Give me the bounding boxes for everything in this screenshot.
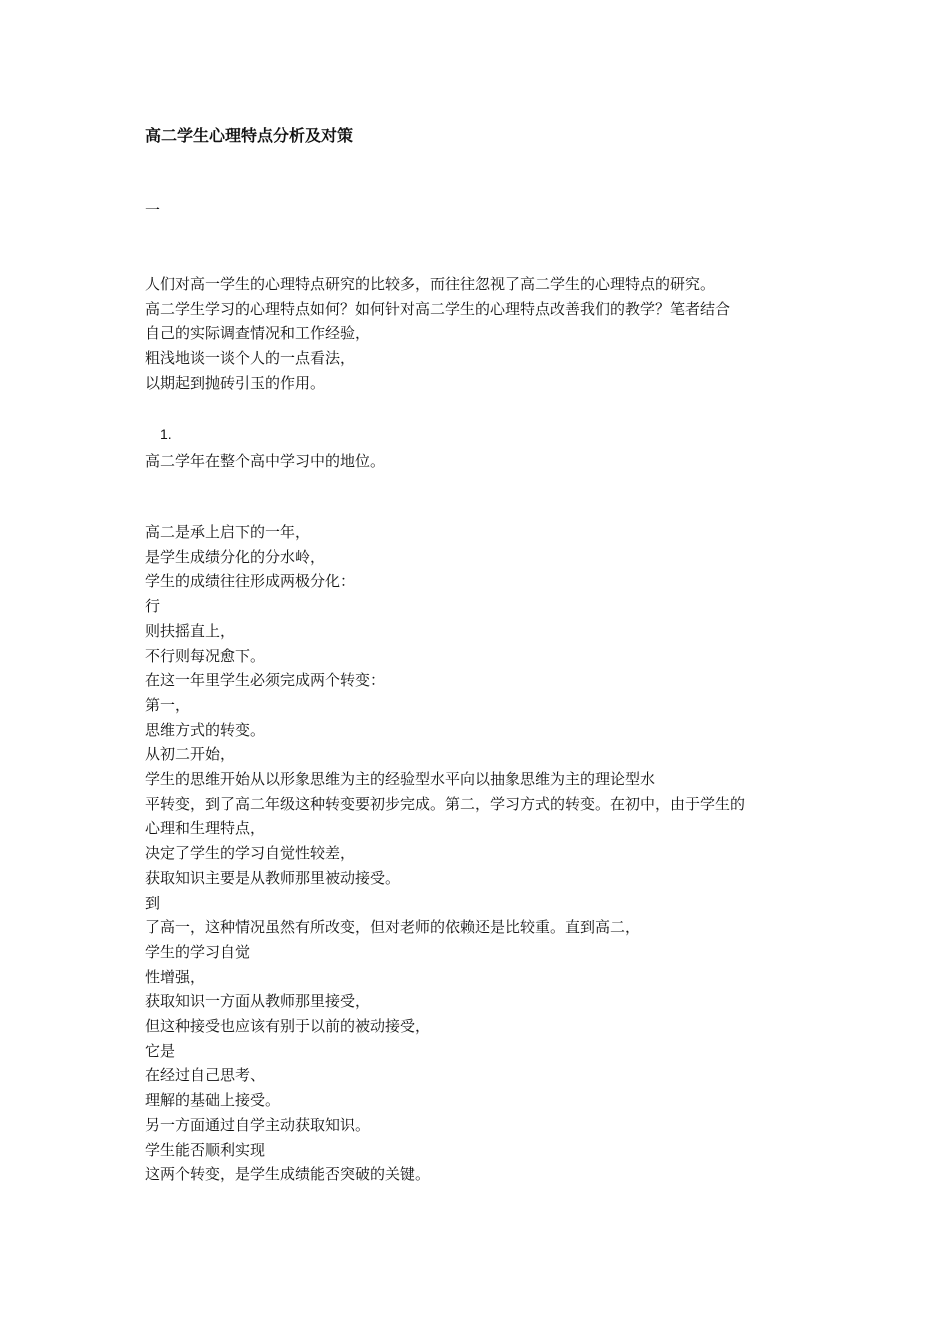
text-line: 粗浅地谈一谈个人的一点看法， [145, 349, 356, 368]
text-line: 不行则每况愈下。 [145, 646, 266, 665]
text-line: 这两个转变，是学生成绩能否突破的关键。 [145, 1165, 431, 1184]
text-line: 学生的成绩往往形成两极分化： [145, 572, 356, 591]
text-line: 在经过自己思考、 [145, 1066, 266, 1085]
text-line: 获取知识一方面从教师那里接受， [145, 992, 371, 1011]
heading-text: 高二学年在整个高中学习中的地位。 [145, 452, 386, 470]
text-line: 以期起到抛砖引玉的作用。 [145, 373, 326, 392]
text-line: 学生能否顺利实现 [145, 1140, 266, 1159]
text-line: 学生的学习自觉 [145, 942, 251, 961]
text-line: 人们对高一学生的心理特点研究的比较多，而往往忽视了高二学生的心理特点的研究。 [145, 275, 716, 293]
text-line: 自己的实际调查情况和工作经验， [145, 324, 371, 343]
intro-paragraph [145, 272, 825, 396]
text-line: 思维方式的转变。 [145, 720, 266, 739]
body-paragraph [145, 520, 825, 1187]
section-mark: 一 [145, 201, 161, 219]
text-line: 理解的基础上接受。 [145, 1091, 281, 1110]
text-line: 在这一年里学生必须完成两个转变： [145, 671, 386, 690]
text-line: 则扶摇直上， [145, 621, 236, 640]
list-number: 1. [160, 426, 172, 442]
text-line: 心理和生理特点， [145, 819, 266, 838]
text-line: 学生的思维开始从以形象思维为主的经验型水平向以抽象思维为主的理论型水 [145, 770, 656, 789]
text-line: 决定了学生的学习自觉性较差， [145, 844, 356, 863]
text-line: 行 [145, 597, 161, 616]
document-title: 高二学生心理特点分析及对策 [145, 126, 354, 145]
text-line: 从初二开始， [145, 745, 236, 764]
text-line: 但这种接受也应该有别于以前的被动接受， [145, 1017, 431, 1036]
section-heading [145, 449, 825, 474]
text-line: 获取知识主要是从教师那里被动接受。 [145, 868, 401, 887]
text-line: 它是 [145, 1041, 176, 1060]
text-line: 了高一，这种情况虽然有所改变，但对老师的依赖还是比较重。直到高二， [145, 918, 641, 937]
text-line: 到 [145, 893, 161, 912]
text-line: 另一方面通过自学主动获取知识。 [145, 1115, 371, 1134]
text-line: 性增强， [145, 967, 206, 986]
text-line: 是学生成绩分化的分水岭， [145, 547, 326, 566]
text-line: 高二学生学习的心理特点如何？如何针对高二学生的心理特点改善我们的教学？笔者结合 [145, 299, 731, 318]
text-line: 高二是承上启下的一年， [145, 523, 311, 541]
text-line: 平转变，到了高二年级这种转变要初步完成。第二，学习方式的转变。在初中，由于学生的 [145, 794, 746, 813]
text-line: 第一， [145, 695, 191, 714]
